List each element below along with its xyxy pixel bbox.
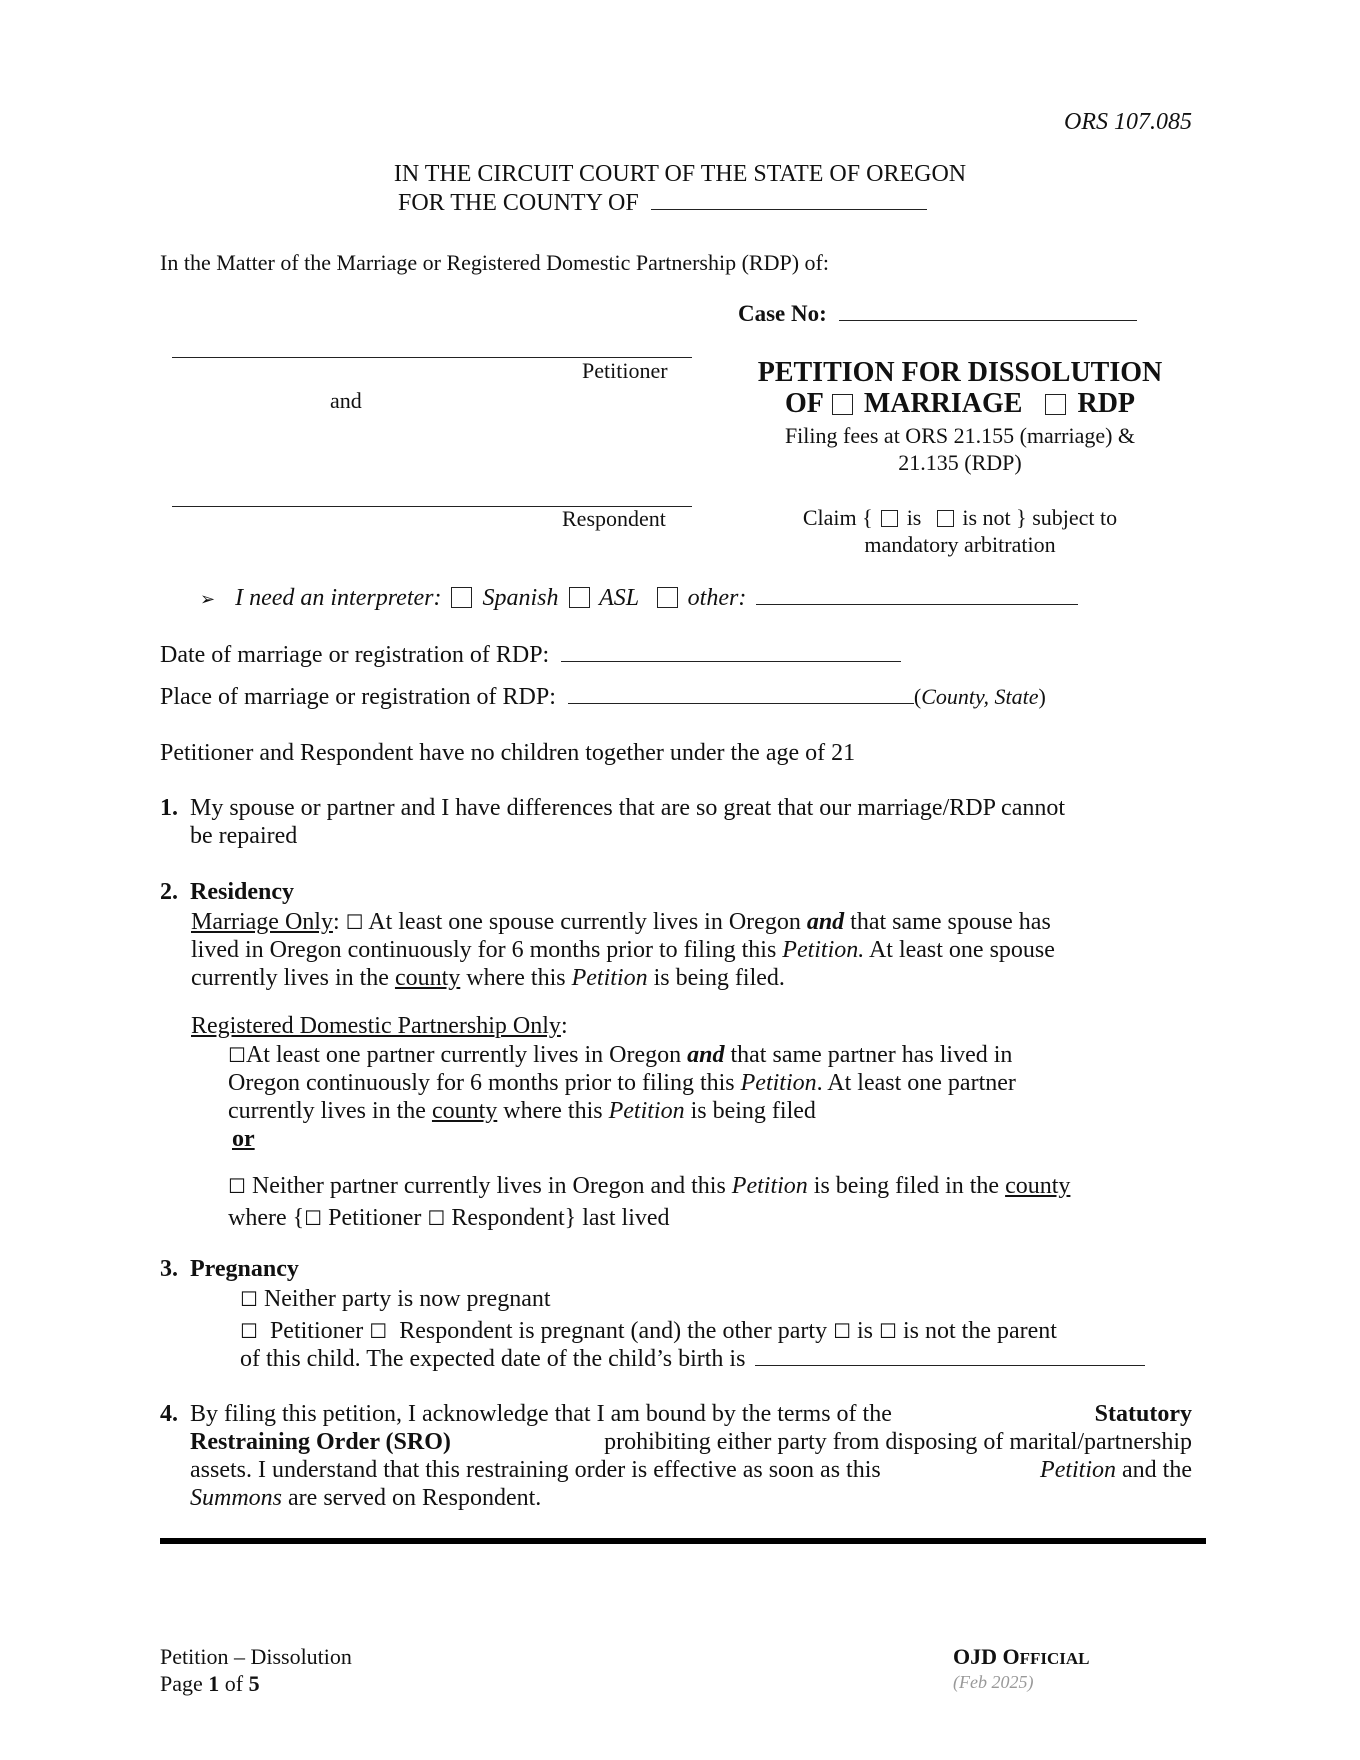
- respondent-label: Respondent: [562, 506, 666, 531]
- pregnancy-party-line: ☐ Petitioner ☐ Respondent is pregnant (and) the other party ☐ is ☐ is not the parent: [240, 1318, 1057, 1344]
- section-2-title: Residency: [190, 879, 294, 905]
- section-4-line1: 4. By filing this petition, I acknowledge that I am bound by the terms of the Statutory: [160, 1401, 1192, 1427]
- section-4-line3: assets. I understand that this restraining order is effective as soon as this Petition and the: [190, 1457, 1192, 1484]
- spanish-checkbox[interactable]: [451, 587, 472, 608]
- rdp-only-label: Registered Domestic Partnership Only: [191, 1013, 561, 1039]
- footer-page-number: Page 1 of 5: [160, 1671, 260, 1696]
- case-number-line: [738, 301, 1137, 328]
- ojd-official-label: OJD OFFICIAL: [953, 1644, 1090, 1669]
- county-line: [398, 189, 927, 217]
- filing-fees-line1: Filing fees at ORS 21.155 (marriage) &: [784, 423, 1136, 448]
- marriage-label: MARRIAGE: [863, 388, 1023, 419]
- county-state-hint: County, State: [921, 684, 1039, 709]
- section-2-heading: [160, 878, 294, 906]
- rdp-only-heading: Registered Domestic Partnership Only:: [191, 1013, 568, 1039]
- last-lived-petitioner-checkbox[interactable]: ☐: [304, 1206, 323, 1230]
- expected-birth-line: of this child. The expected date of the child’s birth is: [240, 1345, 1145, 1373]
- county-input[interactable]: [651, 209, 927, 210]
- petitioner-pregnant-checkbox[interactable]: ☐: [240, 1319, 258, 1343]
- county-label: FOR THE COUNTY OF: [398, 190, 639, 216]
- petitioner-label: Petitioner: [582, 358, 668, 383]
- marriage-only-label: Marriage Only: [191, 909, 333, 935]
- rdp-label: RDP: [1077, 388, 1136, 419]
- other-checkbox[interactable]: [657, 587, 678, 608]
- and-label: and: [330, 388, 362, 413]
- filing-fees-line2: 21.135 (RDP): [898, 450, 1022, 475]
- place-of-marriage-input[interactable]: [568, 703, 914, 704]
- marriage-only-line2: lived in Oregon continuously for 6 months prior to filing this Petition. At least one spouse: [191, 937, 1055, 963]
- marriage-checkbox[interactable]: [832, 394, 853, 415]
- footer-revision-date: (Feb 2025): [953, 1672, 1034, 1692]
- court-heading: IN THE CIRCUIT COURT OF THE STATE OF OREGON: [393, 161, 967, 187]
- section-4-number: 4.: [160, 1401, 178, 1427]
- marriage-residency-checkbox[interactable]: ☐: [345, 910, 364, 934]
- section-4-line2: Restraining Order (SRO) prohibiting either party from disposing of marital/partnership: [190, 1429, 1192, 1456]
- arrow-icon: ➢: [200, 589, 216, 610]
- case-number-label: Case No:: [738, 301, 827, 326]
- respondent-pregnant-checkbox[interactable]: ☐: [369, 1319, 388, 1343]
- rdp-only-line1: ☐At least one partner currently lives in Oregon and that same partner has lived in: [228, 1042, 1013, 1068]
- interpreter-label: I need an interpreter:: [235, 585, 442, 611]
- or-separator: or: [232, 1126, 255, 1152]
- footer-divider: [160, 1538, 1206, 1544]
- form-type-line: [710, 388, 1210, 421]
- neither-partner-line1: ☐ Neither partner currently lives in Oregon and this Petition is being filed in the county: [228, 1173, 1071, 1199]
- other-language-input[interactable]: [756, 604, 1078, 605]
- section-1-text: My spouse or partner and I have differences that are so great that our marriage/RDP cannot: [190, 795, 1066, 821]
- other-party-is-parent-checkbox[interactable]: ☐: [833, 1319, 852, 1343]
- claim-is-not-label: is not } subject to: [962, 505, 1118, 530]
- section-2-number: 2.: [160, 879, 178, 905]
- rdp-only-line2: Oregon continuously for 6 months prior to filing this Petition. At least one partner: [228, 1070, 1016, 1096]
- date-of-marriage-line: [160, 641, 901, 669]
- matter-caption: In the Matter of the Marriage or Registered Domestic Partnership (RDP) of:: [160, 250, 829, 275]
- section-3-title: Pregnancy: [190, 1256, 299, 1282]
- asl-label: ASL: [599, 585, 639, 611]
- section-3-heading: [160, 1255, 299, 1283]
- date-of-marriage-input[interactable]: [561, 661, 901, 662]
- neither-partner-checkbox[interactable]: ☐: [228, 1174, 246, 1198]
- marriage-only-line3: currently lives in the county where this Petition is being filed.: [191, 965, 785, 991]
- marriage-only-line1: Marriage Only: ☐ At least one spouse currently lives in Oregon and that same spouse has: [191, 909, 1051, 935]
- footer-form-name: Petition – Dissolution: [160, 1644, 352, 1669]
- rdp-residency-checkbox[interactable]: ☐: [228, 1043, 246, 1067]
- spanish-label: Spanish: [482, 585, 559, 611]
- section-1-line2: be repaired: [190, 823, 298, 849]
- arbitration-line2: mandatory arbitration: [864, 532, 1056, 557]
- neither-pregnant-checkbox[interactable]: ☐: [240, 1287, 258, 1311]
- section-1: [160, 794, 1065, 822]
- neither-partner-line2: where {☐ Petitioner ☐ Respondent} last lived: [228, 1205, 670, 1231]
- of-label: OF: [784, 388, 823, 419]
- other-party-is-not-parent-checkbox[interactable]: ☐: [879, 1319, 897, 1343]
- expected-birth-date-input[interactable]: [755, 1365, 1145, 1366]
- no-children-statement: Petitioner and Respondent have no children together under the age of 21: [160, 740, 856, 766]
- section-3-number: 3.: [160, 1256, 178, 1282]
- arbitration-claim-line: [710, 505, 1210, 531]
- section-4-line4: Summons are served on Respondent.: [190, 1485, 542, 1512]
- place-of-marriage-label: Place of marriage or registration of RDP:: [160, 684, 556, 710]
- case-number-input[interactable]: [839, 320, 1137, 321]
- rdp-only-line3: currently lives in the county where this Petition is being filed: [228, 1098, 816, 1124]
- asl-checkbox[interactable]: [569, 587, 590, 608]
- place-of-marriage-line: Place of marriage or registration of RDP: (County, State): [160, 684, 1046, 710]
- section-4: [160, 1400, 1192, 1512]
- claim-label: Claim {: [802, 505, 873, 530]
- claim-is-not-checkbox[interactable]: [937, 510, 954, 527]
- section-1-number: 1.: [160, 795, 178, 821]
- statute-reference: ORS 107.085: [1064, 109, 1192, 135]
- last-lived-respondent-checkbox[interactable]: ☐: [427, 1206, 446, 1230]
- date-of-marriage-label: Date of marriage or registration of RDP:: [160, 642, 550, 668]
- pregnancy-neither-line: ☐ Neither party is now pregnant: [240, 1286, 551, 1312]
- form-title: PETITION FOR DISSOLUTION: [757, 357, 1163, 388]
- claim-is-label: is: [906, 505, 922, 530]
- interpreter-line: [200, 584, 1078, 612]
- rdp-checkbox[interactable]: [1045, 394, 1066, 415]
- other-label: other:: [687, 585, 747, 611]
- claim-is-checkbox[interactable]: [881, 510, 898, 527]
